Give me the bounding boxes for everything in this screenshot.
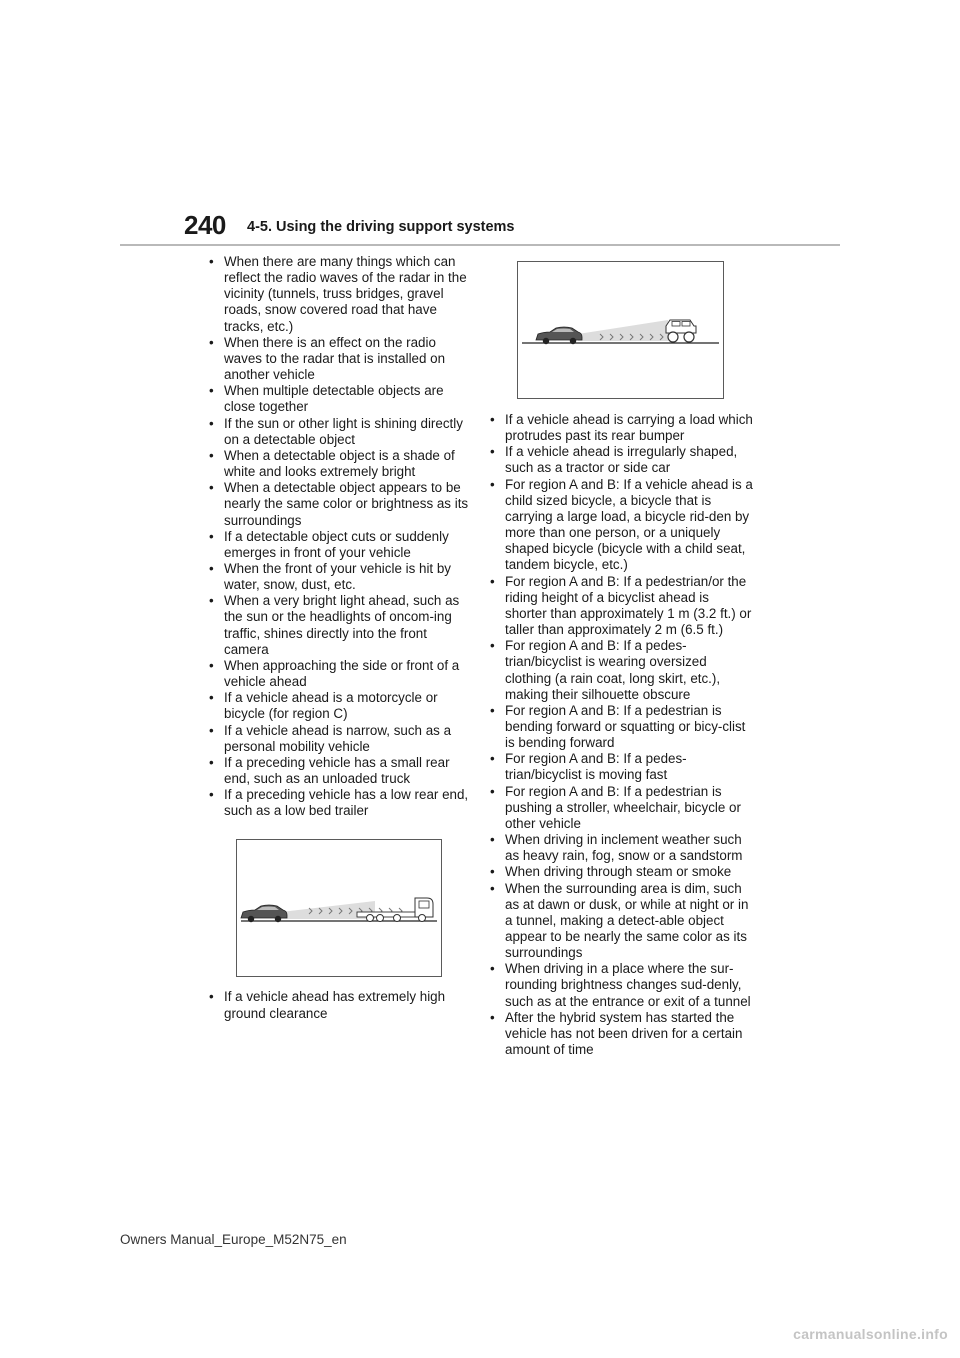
list-item: • If a vehicle ahead has extremely high ground clearance bbox=[207, 989, 469, 1021]
list-item: • If the sun or other light is shining directly on a detectable object bbox=[207, 416, 469, 448]
list-item: • For region A and B: If a pedestrian is pushing a stroller, wheelchair, bicycle or other vehicle bbox=[488, 784, 754, 832]
list-item: • When the surrounding area is dim, such as at dawn or dusk, or while at night or in a tunnel, making a detect-able object appear to be nearly the same color as its surroundings bbox=[488, 881, 754, 962]
left-column bbox=[207, 254, 469, 1022]
list-item: • If a vehicle ahead is a motorcycle or bicycle (for region C) bbox=[207, 690, 469, 722]
list-item: • When there are many things which can reflect the radio waves of the radar in the vicinity (tunnels, truss bridges, gravel roads, snow covered road that have tracks, etc.) bbox=[207, 254, 469, 335]
list-item: • For region A and B: If a pedes-trian/bicyclist is moving fast bbox=[488, 751, 754, 783]
footer-manual-id: Owners Manual_Europe_M52N75_en bbox=[120, 1232, 347, 1247]
high-clearance-drawing bbox=[518, 262, 723, 398]
header-divider bbox=[120, 244, 840, 246]
right-column bbox=[488, 254, 754, 1058]
list-item: • When driving in inclement weather such as heavy rain, fog, snow or a sandstorm bbox=[488, 832, 754, 864]
left-bullet-list-bottom bbox=[207, 989, 469, 1021]
list-item: • For region A and B: If a vehicle ahead is a child sized bicycle, a bicycle that is carrying a large load, a bicycle rid-den by more than one person, or a uniquely shaped bicycle (bicycle with a child seat, tandem bicycle, etc.) bbox=[488, 477, 754, 574]
list-item: • For region A and B: If a pedestrian/or the riding height of a bicyclist ahead is shorter than approximately 1 m (3.2 ft.) or taller than approximately 2 m (6.5 ft.) bbox=[488, 574, 754, 639]
watermark: carmanualsonline.info bbox=[793, 1326, 948, 1342]
low-bed-trailer-illustration bbox=[236, 839, 442, 977]
right-bullet-list bbox=[488, 412, 754, 1058]
list-item: • For region A and B: If a pedestrian is bending forward or squatting or bicy-clist is bending forward bbox=[488, 703, 754, 751]
section-title: 4-5. Using the driving support systems bbox=[247, 219, 515, 235]
list-item: • If a vehicle ahead is irregularly shaped, such as a tractor or side car bbox=[488, 444, 754, 476]
list-item: • When driving in a place where the sur-rounding brightness changes sud-denly, such as at the entrance or exit of a tunnel bbox=[488, 961, 754, 1009]
list-item: • When driving through steam or smoke bbox=[488, 864, 754, 880]
list-item: • For region A and B: If a pedes-trian/bicyclist is wearing oversized clothing (a rain coat, long skirt, etc.), making their silhouette obscure bbox=[488, 638, 754, 703]
low-bed-trailer-drawing bbox=[237, 840, 441, 976]
list-item: • When there is an effect on the radio waves to the radar that is installed on another vehicle bbox=[207, 335, 469, 383]
list-item: • When approaching the side or front of a vehicle ahead bbox=[207, 658, 469, 690]
list-item: • If a vehicle ahead is narrow, such as a personal mobility vehicle bbox=[207, 723, 469, 755]
list-item: • If a preceding vehicle has a low rear end, such as a low bed trailer bbox=[207, 787, 469, 819]
list-item: • If a preceding vehicle has a small rear end, such as an unloaded truck bbox=[207, 755, 469, 787]
left-bullet-list bbox=[207, 254, 469, 819]
list-item: • When a very bright light ahead, such as the sun or the headlights of oncom-ing traffic, shines directly into the front camera bbox=[207, 593, 469, 658]
list-item: • When a detectable object appears to be nearly the same color or brightness as its surroundings bbox=[207, 480, 469, 528]
list-item: • When a detectable object is a shade of white and looks extremely bright bbox=[207, 448, 469, 480]
page-number: 240 bbox=[184, 210, 226, 240]
list-item: • If a vehicle ahead is carrying a load which protrudes past its rear bumper bbox=[488, 412, 754, 444]
list-item: • When the front of your vehicle is hit by water, snow, dust, etc. bbox=[207, 561, 469, 593]
high-ground-clearance-illustration bbox=[517, 261, 724, 399]
list-item: • If a detectable object cuts or suddenly emerges in front of your vehicle bbox=[207, 529, 469, 561]
list-item: • When multiple detectable objects are close together bbox=[207, 383, 469, 415]
list-item: • After the hybrid system has started the vehicle has not been driven for a certain amount of time bbox=[488, 1010, 754, 1058]
